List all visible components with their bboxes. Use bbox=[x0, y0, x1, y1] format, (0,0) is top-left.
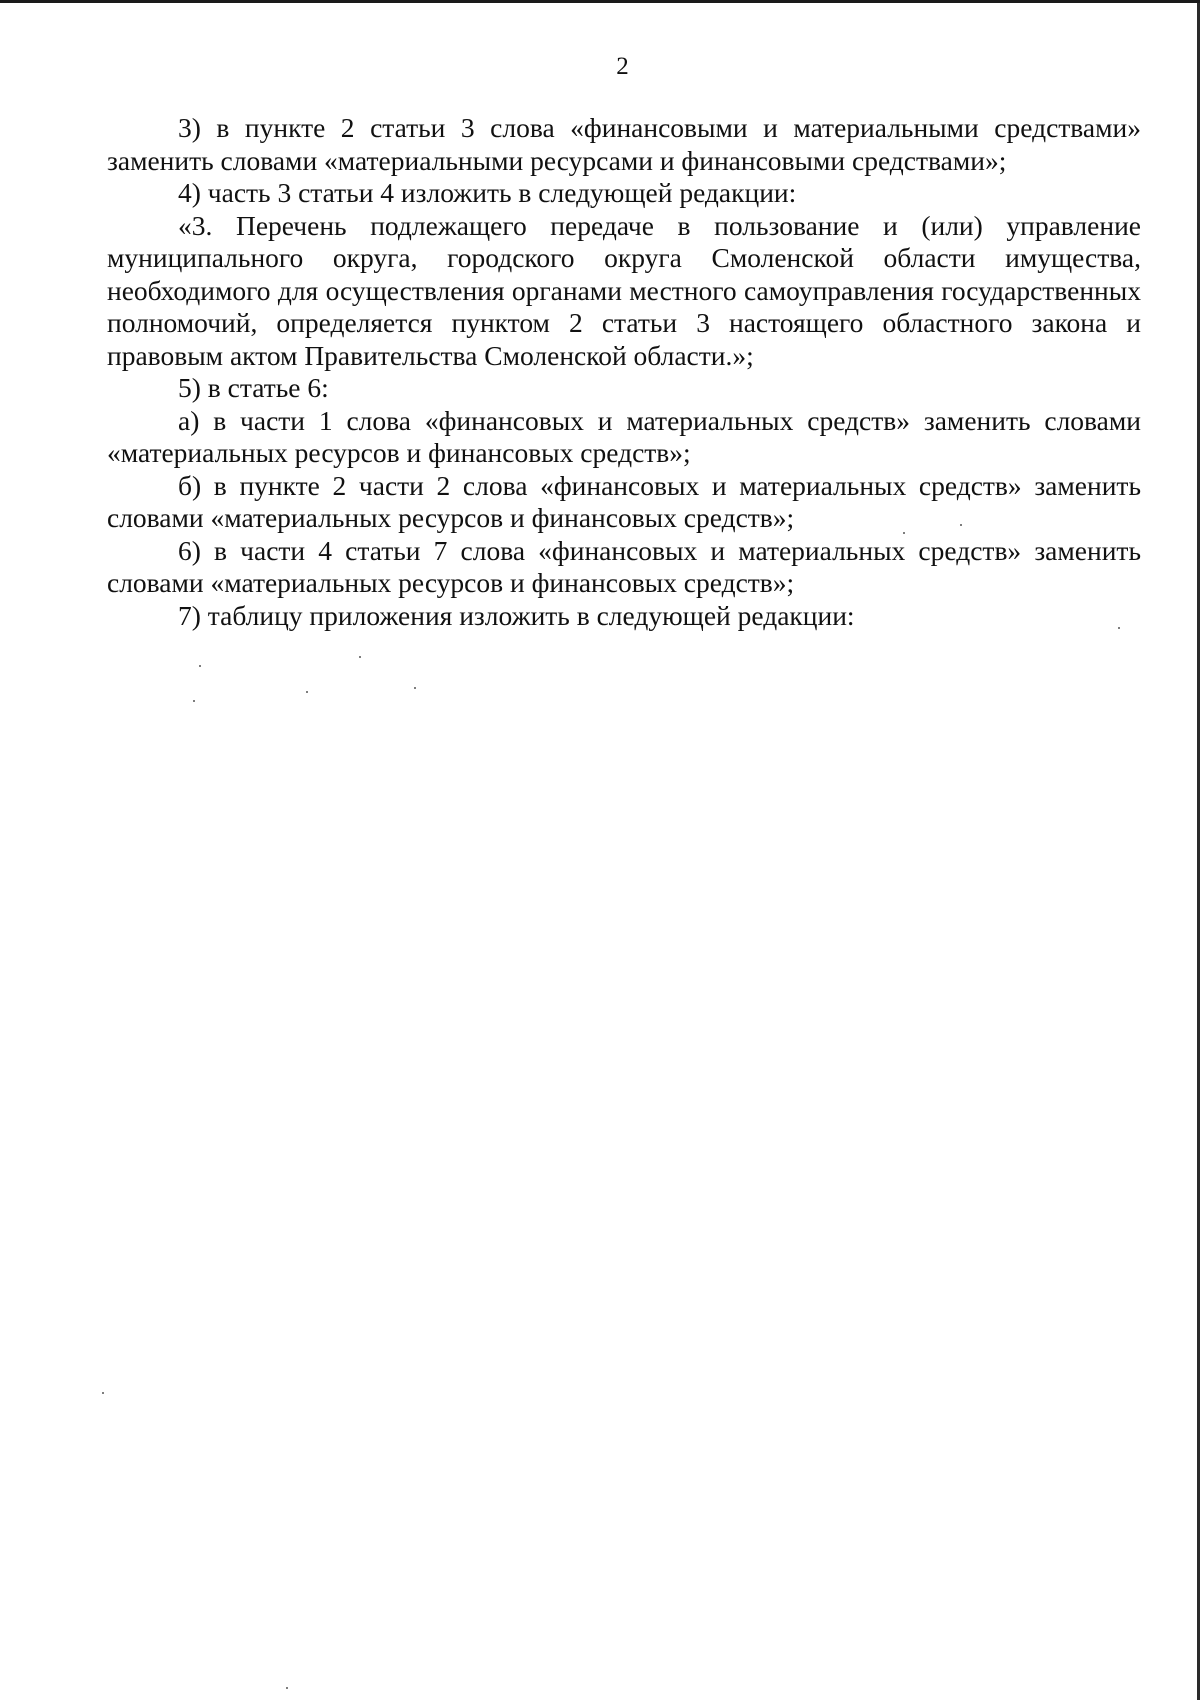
scan-speck bbox=[903, 532, 905, 534]
scan-speck bbox=[1118, 627, 1120, 629]
scan-speck bbox=[359, 656, 361, 658]
scan-speck bbox=[102, 1392, 104, 1394]
paragraph-item-5: 5) в статье 6: bbox=[178, 372, 329, 403]
paragraph-subitem-b: б) в пункте 2 части 2 слова «финансовых и материальных средств» заменить словами «материальных ресурсов и финансовых средств»; bbox=[107, 469, 1141, 533]
paragraph-quoted-part-3: «3. Перечень подлежащего передаче в пользование и (или) управление муниципального округа, городского округа Смоленской области имущества, необходимого для осуществления органами местного самоуправления государственных полномочий, определяется пунктом 2 статьи 3 настоящего областного закона и правовым актом Правительства Смоленской области.»; bbox=[107, 209, 1141, 371]
scan-speck bbox=[193, 700, 195, 702]
page-number: 2 bbox=[616, 53, 629, 80]
scan-speck bbox=[414, 687, 416, 689]
scan-speck bbox=[306, 691, 308, 693]
paragraph-item-3: 3) в пункте 2 статьи 3 слова «финансовыми и материальными средствами» заменить словами «материальными ресурсами и финансовыми средствами»; bbox=[107, 112, 1141, 176]
paragraph-item-7: 7) таблицу приложения изложить в следующей редакции: bbox=[178, 599, 855, 631]
document-body bbox=[107, 112, 1141, 632]
scan-speck bbox=[199, 665, 201, 667]
paragraph-subitem-a: а) в части 1 слова «финансовых и материальных средств» заменить словами «материальных ресурсов и финансовых средств»; bbox=[107, 404, 1141, 468]
scan-speck bbox=[286, 1687, 288, 1689]
scan-speck bbox=[960, 524, 962, 526]
paragraph-item-6: 6) в части 4 статьи 7 слова «финансовых и материальных средств» заменить словами «материальных ресурсов и финансовых средств»; bbox=[107, 534, 1141, 598]
paragraph-item-4: 4) часть 3 статьи 4 изложить в следующей редакции: bbox=[178, 177, 797, 208]
